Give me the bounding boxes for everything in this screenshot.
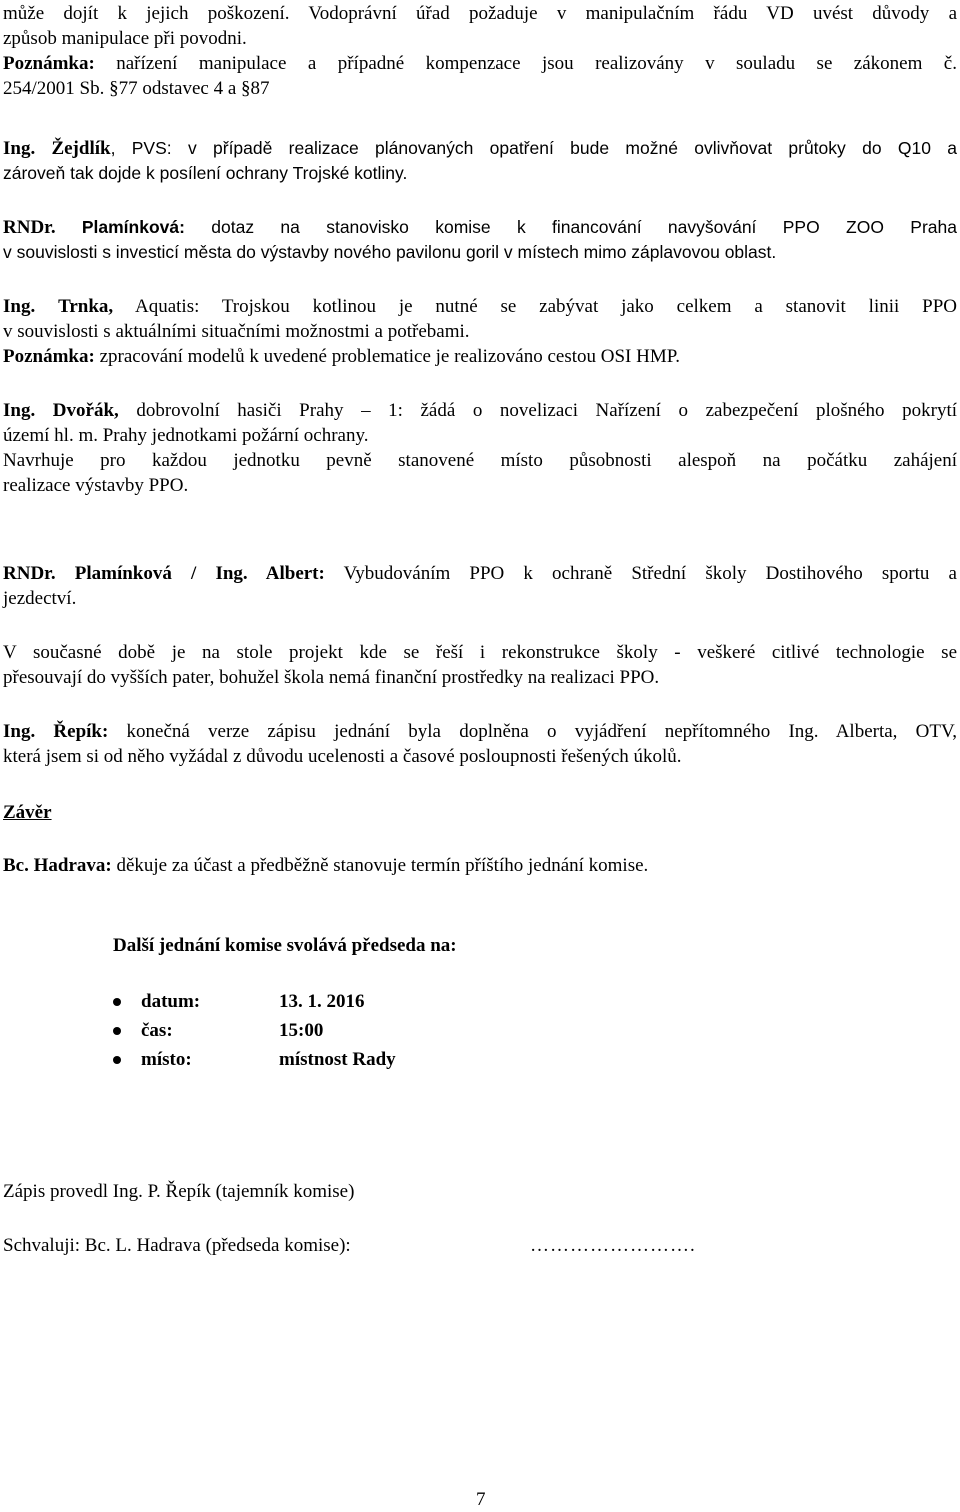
speaker-text: dotaz na stanovisko komise k financování navyšování PPO ZOO Praha: [184, 217, 957, 237]
speaker-heading: Bc. Hadrava:: [3, 855, 112, 876]
recorded-by: Zápis provedl Ing. P. Řepík (tajemník komise): [3, 1181, 355, 1202]
paragraph-plaminkova: [3, 215, 957, 265]
text-line: území hl. m. Prahy jednotkami požární ochrany.: [3, 425, 369, 446]
speaker-text: , PVS: v případě realizace plánovaných opatření bude možné ovlivňovat průtoky do Q10 a: [110, 138, 958, 158]
paragraph-trnka: [3, 294, 957, 369]
paragraph-school-project: [3, 640, 957, 690]
paragraph-zejdlik: [3, 136, 957, 186]
signature-line: …………………….: [530, 1235, 696, 1256]
note-label: Poznámka:: [3, 346, 95, 367]
next-meeting-heading: Další jednání komise svolává předseda na:: [113, 935, 457, 956]
next-meeting-list: [113, 987, 396, 1074]
speaker-name: Trnka,: [58, 296, 114, 317]
bullet-icon: [113, 1056, 121, 1064]
paragraph-dvorak: [3, 398, 957, 498]
speaker-heading: Ing. Řepík:: [3, 721, 109, 742]
item-value: 13. 1. 2016: [279, 991, 365, 1012]
conclusion-heading-text: Závěr: [3, 802, 52, 823]
speaker-text: dobrovolní hasiči Prahy – 1: žádá o novelizaci Nařízení o zabezpečení plošného pokrytí: [118, 400, 958, 421]
speaker-title: Ing.: [3, 400, 36, 421]
paragraph-flood-handling: [3, 1, 957, 101]
text-line: jezdectví.: [3, 588, 77, 609]
note-text: nařízení manipulace a případné kompenzace jsou realizovány v souladu se zákonem č.: [94, 53, 957, 74]
item-key: datum:: [141, 991, 201, 1012]
speaker-text: děkuje za účast a předběžně stanovuje termín příštího jednání komise.: [111, 855, 649, 876]
item-value: místnost Rady: [279, 1049, 396, 1070]
speaker-name: Dvořák,: [52, 400, 119, 421]
speaker-text: Aquatis: Trojskou kotlinou je nutné se zabývat jako celkem a stanovit linii PPO: [113, 296, 958, 317]
text-line: V současné době je na stole projekt kde se řeší i rekonstrukce školy - veškeré citlivé technologie se: [3, 642, 957, 663]
speaker-name: Plamínková:: [81, 217, 185, 237]
speaker-text: Vybudováním PPO k ochraně Střední školy Dostihového sportu a: [324, 563, 957, 584]
list-item: [113, 1016, 396, 1045]
speaker-title: Ing.: [3, 296, 36, 317]
note-label: Poznámka:: [3, 53, 95, 74]
text-line: realizace výstavby PPO.: [3, 475, 189, 496]
item-value: 15:00: [279, 1020, 324, 1041]
item-key: místo:: [141, 1049, 192, 1070]
text-line: přesouvají do vyšších pater, bohužel škola nemá finanční prostředky na realizaci PPO.: [3, 667, 660, 688]
list-item: [113, 987, 396, 1016]
text-line: v souvislosti s investicí města do výstavby nového pavilonu goril v místech mimo záplavovou oblast.: [3, 242, 777, 262]
text-line: v souvislosti s aktuálními situačními možnostmi a potřebami.: [3, 321, 470, 342]
paragraph-repik: [3, 719, 957, 769]
item-key: čas:: [141, 1020, 173, 1041]
text-line: způsob manipulace při povodni.: [3, 28, 247, 49]
speaker-name: Žejdlík: [51, 138, 111, 159]
speaker-text: konečná verze zápisu jednání byla doplněna o vyjádření nepřítomného Ing. Alberta, OTV,: [108, 721, 957, 742]
text-line: zároveň tak dojde k posílení ochrany Trojské kotliny.: [3, 163, 408, 183]
text-line: může dojít k jejich poškození. Vodoprávní úřad požaduje v manipulačním řádu VD uvést důvody a: [3, 3, 957, 24]
bullet-icon: [113, 998, 121, 1006]
page-number: 7: [476, 1489, 486, 1510]
list-item: [113, 1045, 396, 1074]
paragraph-plaminkova-albert: [3, 561, 957, 611]
speaker-heading: RNDr. Plamínková / Ing. Albert:: [3, 563, 325, 584]
speaker-title: RNDr.: [3, 217, 56, 238]
speaker-title: Ing.: [3, 138, 36, 159]
bullet-icon: [113, 1027, 121, 1035]
paragraph-hadrava: [3, 853, 957, 878]
text-line: která jsem si od něho vyžádal z důvodu ucelenosti a časové posloupnosti řešených úkolů.: [3, 746, 682, 767]
text-line: Navrhuje pro každou jednotku pevně stanovené místo působnosti alespoň na počátku zahájení: [3, 450, 957, 471]
note-text: zpracování modelů k uvedené problematice je realizováno cestou OSI HMP.: [94, 346, 680, 367]
text-line: 254/2001 Sb. §77 odstavec 4 a §87: [3, 78, 270, 99]
approved-by: Schvaluji: Bc. L. Hadrava (předseda komise):: [3, 1235, 351, 1256]
conclusion-heading: [3, 800, 957, 825]
